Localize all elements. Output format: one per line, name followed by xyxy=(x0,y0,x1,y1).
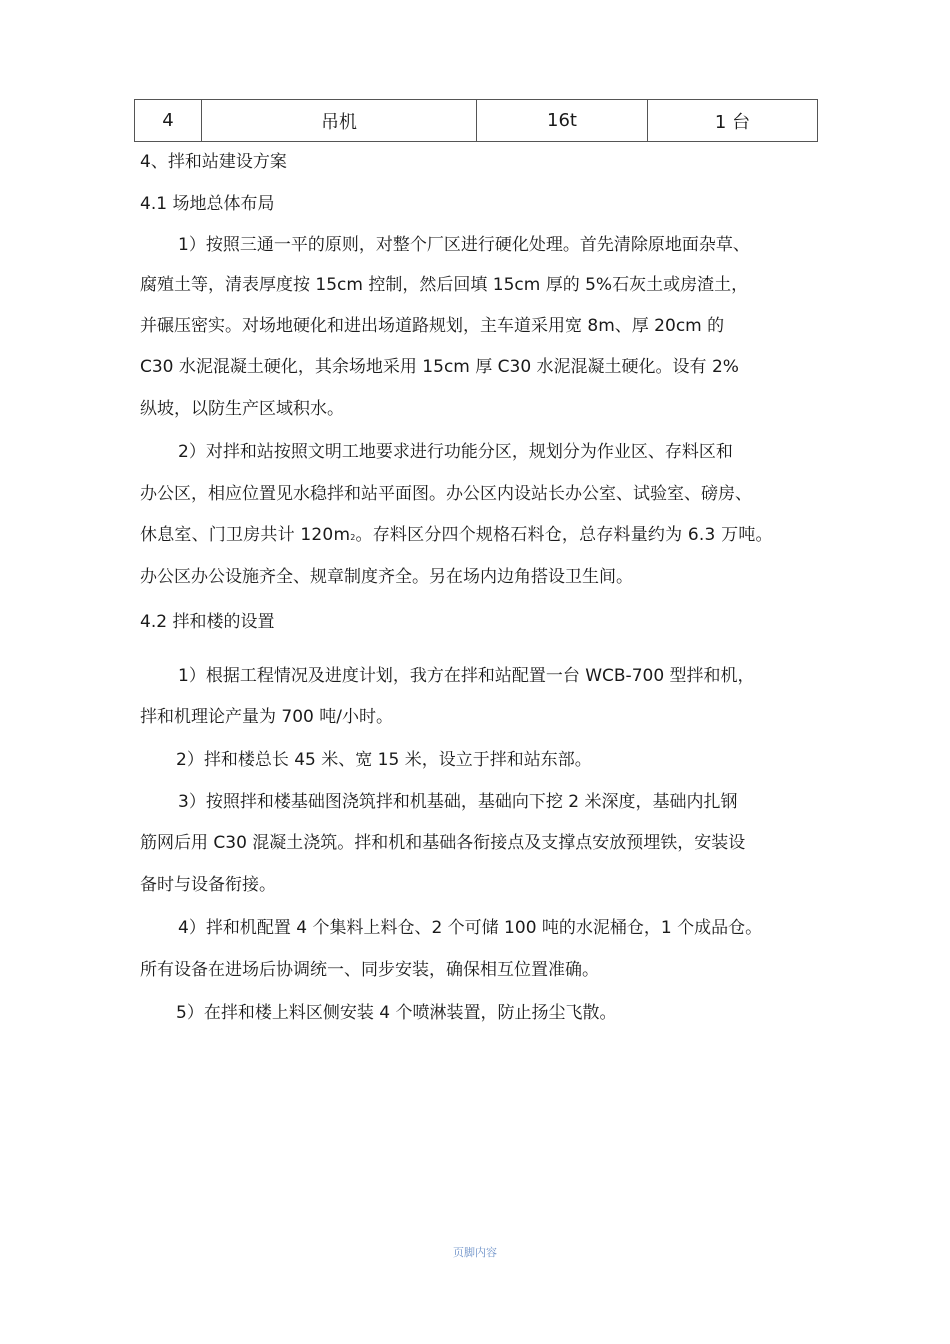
list-item: 5）在拌和楼上料区侧安装 4 个喷淋装置，防止扬尘飞散。 xyxy=(176,1003,617,1023)
area-superscript: 2 xyxy=(350,533,356,542)
table-row xyxy=(135,100,818,142)
equipment-table xyxy=(134,99,818,142)
table-cell-quantity: 1 台 xyxy=(648,100,818,142)
list-item: 备时与设备衔接。 xyxy=(140,875,276,895)
paragraph-line: C30 水泥混凝土硬化，其余场地采用 15cm 厚 C30 水泥混凝土硬化。设有 2% xyxy=(140,357,739,377)
table-cell-index: 4 xyxy=(135,100,202,142)
paragraph-line: 并碾压密实。对场地硬化和进出场道路规划，主车道采用宽 8m、厚 20cm 的 xyxy=(140,316,725,336)
list-item: 拌和机理论产量为 700 吨/小时。 xyxy=(140,707,393,727)
list-item: 3）按照拌和楼基础图浇筑拌和机基础，基础向下挖 2 米深度，基础内扎钢 xyxy=(178,792,738,812)
list-item: 4）拌和机配置 4 个集料上料仓、2 个可储 100 吨的水泥桶仓，1 个成品仓。 xyxy=(178,918,763,938)
area-text: 休息室、门卫房共计 120m xyxy=(140,525,351,545)
section-heading-4-2: 4.2 拌和楼的设置 xyxy=(140,612,275,632)
paragraph-line: 2）对拌和站按照文明工地要求进行功能分区，规划分为作业区、存料区和 xyxy=(178,442,733,462)
storage-text: 。存料区分四个规格石料仓，总存料量约为 6.3 万吨。 xyxy=(355,525,773,545)
list-item: 所有设备在进场后协调统一、同步安装，确保相互位置准确。 xyxy=(140,960,599,980)
paragraph-line: 腐殖土等，清表厚度按 15cm 控制，然后回填 15cm 厚的 5%石灰土或房渣土， xyxy=(140,275,749,295)
list-item: 1）根据工程情况及进度计划，我方在拌和站配置一台 WCB-700 型拌和机， xyxy=(178,666,755,686)
table-cell-name: 吊机 xyxy=(202,100,477,142)
paragraph-line: 办公区办公设施齐全、规章制度齐全。另在场内边角搭设卫生间。 xyxy=(140,567,633,587)
section-heading-4: 4、拌和站建设方案 xyxy=(140,152,287,172)
paragraph-line: 办公区，相应位置见水稳拌和站平面图。办公区内设站长办公室、试验室、磅房、 xyxy=(140,484,752,504)
page-footer: 页脚内容 xyxy=(453,1246,497,1259)
paragraph-line: 1）按照三通一平的原则，对整个厂区进行硬化处理。首先清除原地面杂草、 xyxy=(178,235,750,255)
table-cell-spec: 16t xyxy=(477,100,648,142)
section-heading-4-1: 4.1 场地总体布局 xyxy=(140,194,275,214)
list-item: 2）拌和楼总长 45 米、宽 15 米，设立于拌和站东部。 xyxy=(176,750,592,770)
paragraph-line: 纵坡，以防生产区域积水。 xyxy=(140,399,344,419)
list-item: 筋网后用 C30 混凝土浇筑。拌和机和基础各衔接点及支撑点安放预埋铁，安装设 xyxy=(140,833,746,853)
paragraph-line xyxy=(140,523,773,550)
